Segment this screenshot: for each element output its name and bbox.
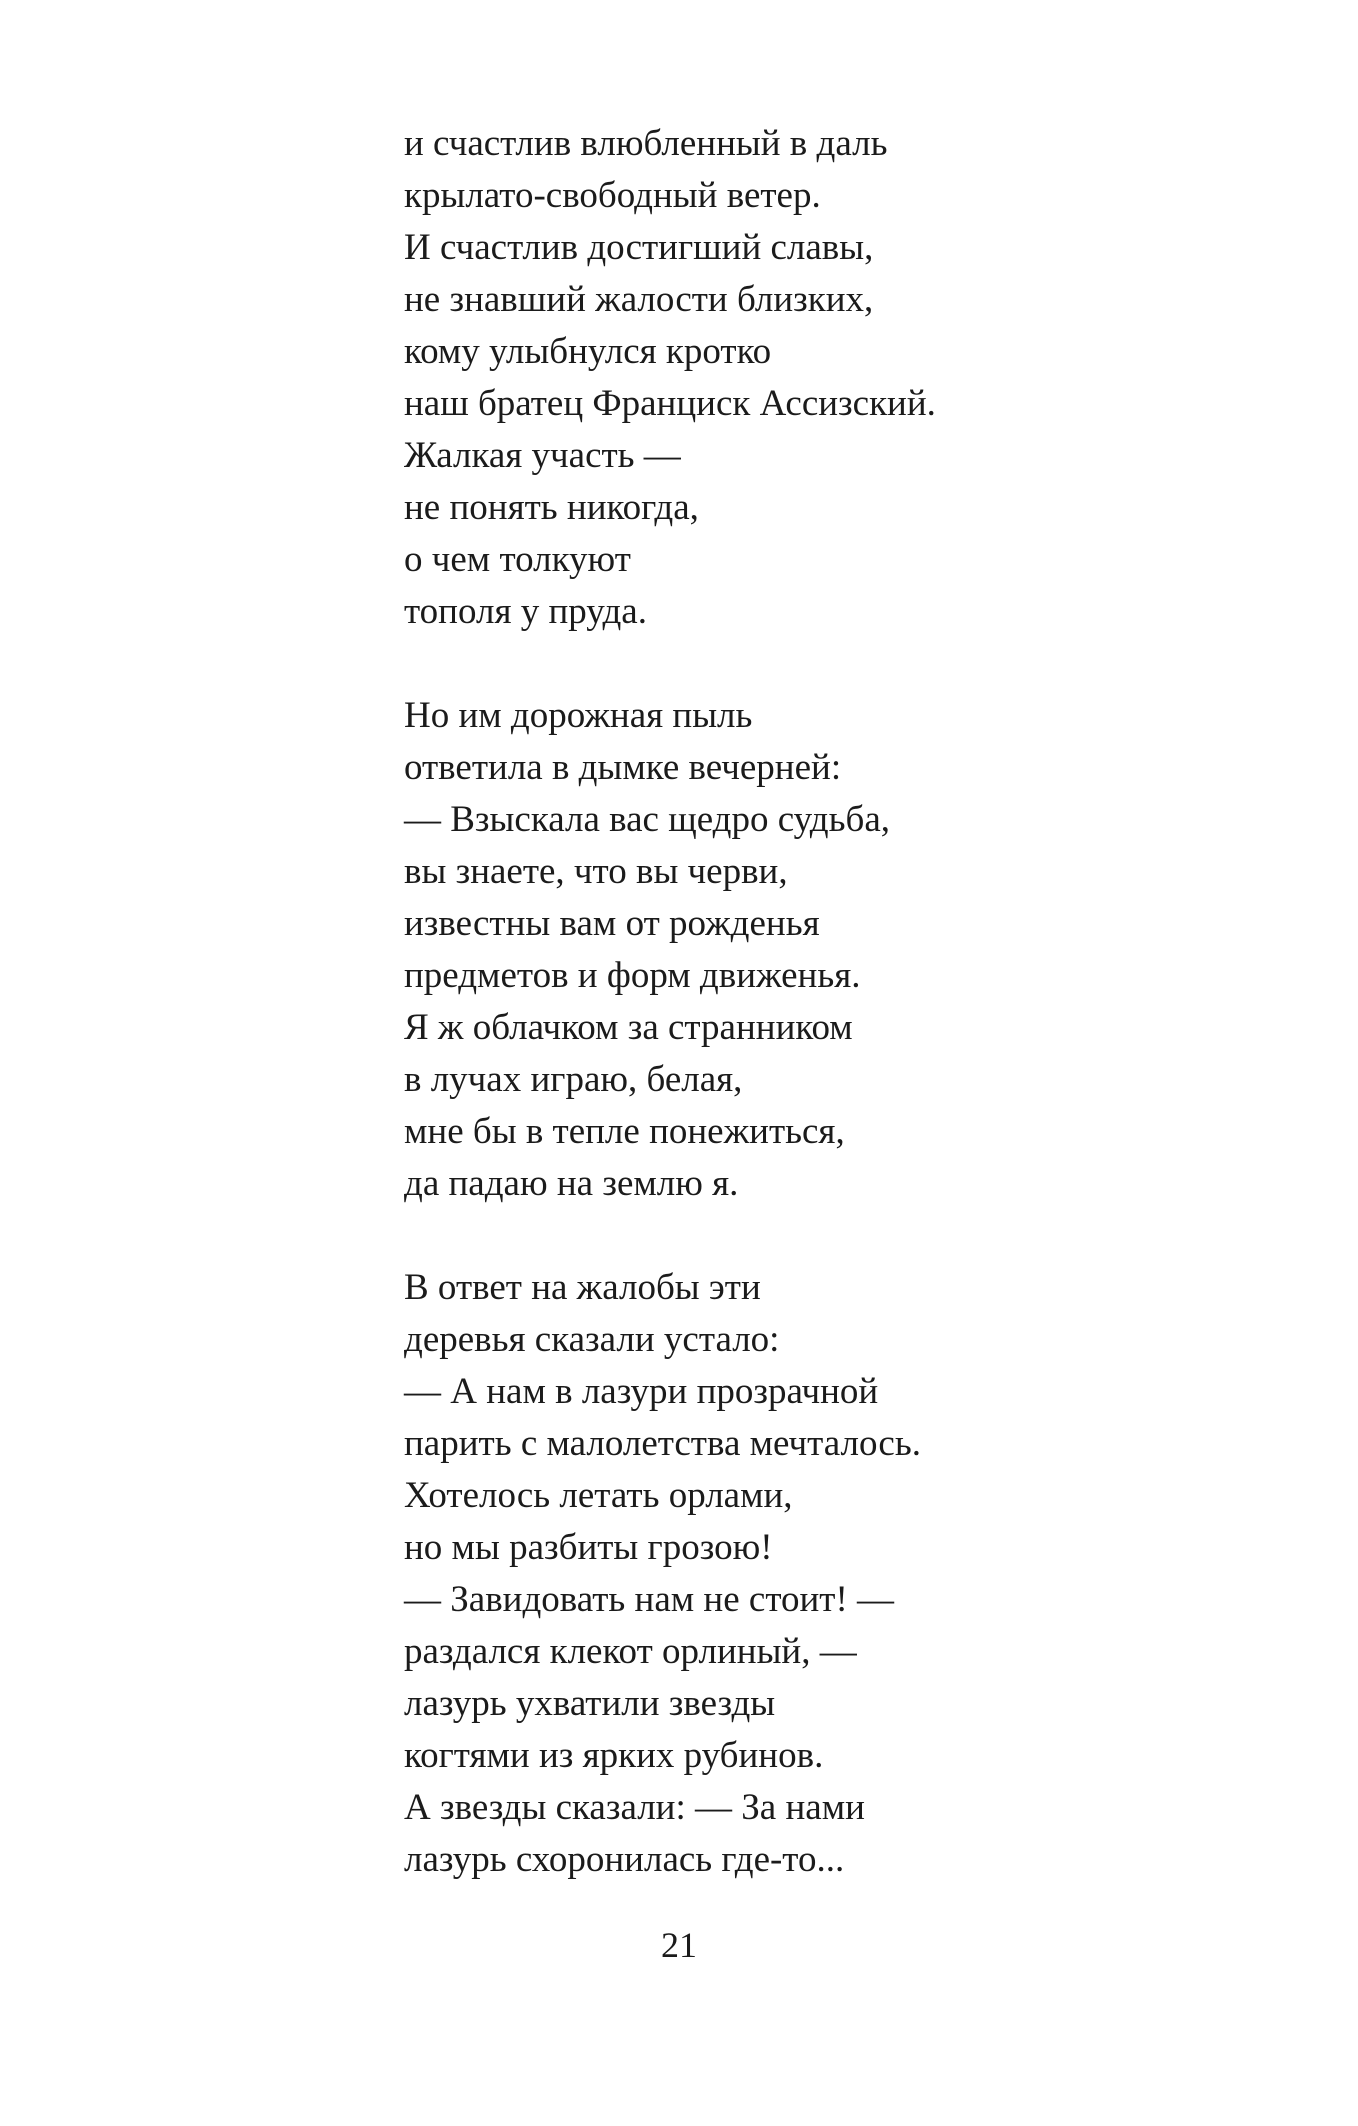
poem-line: и счастлив влюбленный в даль	[404, 123, 888, 164]
poem-line: наш братец Франциск Ассизский.	[404, 383, 936, 424]
poem-line: когтями из ярких рубинов.	[404, 1735, 824, 1776]
poem-line: Жалкая участь —	[404, 435, 681, 476]
poem-line: не понять никогда,	[404, 487, 699, 528]
poem-line: лазурь схоронилась где-то...	[404, 1839, 845, 1880]
poem-line: И счастлив достигший славы,	[404, 227, 874, 268]
poem-line: тополя у пруда.	[404, 591, 647, 632]
poem-line: но мы разбиты грозою!	[404, 1527, 773, 1568]
poem-line: известны вам от рожденья	[404, 903, 820, 944]
stanza-2	[404, 690, 1124, 1210]
stanza-1	[404, 118, 1124, 638]
poem-line: — Завидовать нам не стоит! —	[404, 1579, 895, 1620]
poem-line: В ответ на жалобы эти	[404, 1267, 761, 1308]
poem-line: деревья сказали устало:	[404, 1319, 780, 1360]
page-number: 21	[661, 1925, 697, 1965]
poem-line: да падаю на землю я.	[404, 1163, 739, 1204]
poem-line: мне бы в тепле понежиться,	[404, 1111, 845, 1152]
poem-line: кому улыбнулся кротко	[404, 331, 772, 372]
poem-line: в лучах играю, белая,	[404, 1059, 743, 1100]
poem-line: А звезды сказали: — За нами	[404, 1787, 865, 1828]
poem-line: Но им дорожная пыль	[404, 695, 753, 736]
poem-line: раздался клекот орлиный, —	[404, 1631, 857, 1672]
poem-line: вы знаете, что вы черви,	[404, 851, 788, 892]
poem-line: — Взыскала вас щедро судьба,	[404, 799, 891, 840]
poem-line: предметов и форм движенья.	[404, 955, 861, 996]
stanza-3	[404, 1262, 1124, 1886]
poem-line: о чем толкуют	[404, 539, 631, 580]
poem	[404, 118, 1124, 1886]
poem-line: Я ж облачком за странником	[404, 1007, 853, 1048]
poem-line: не знавший жалости близких,	[404, 279, 874, 320]
poem-line: лазурь ухватили звезды	[404, 1683, 776, 1724]
poem-line: ответила в дымке вечерней:	[404, 747, 842, 788]
poem-line: крылато-свободный ветер.	[404, 175, 821, 216]
poem-line: — А нам в лазури прозрачной	[404, 1371, 879, 1412]
poem-line: Хотелось летать орлами,	[404, 1475, 793, 1516]
poem-line: парить с малолетства мечталось.	[404, 1423, 921, 1464]
